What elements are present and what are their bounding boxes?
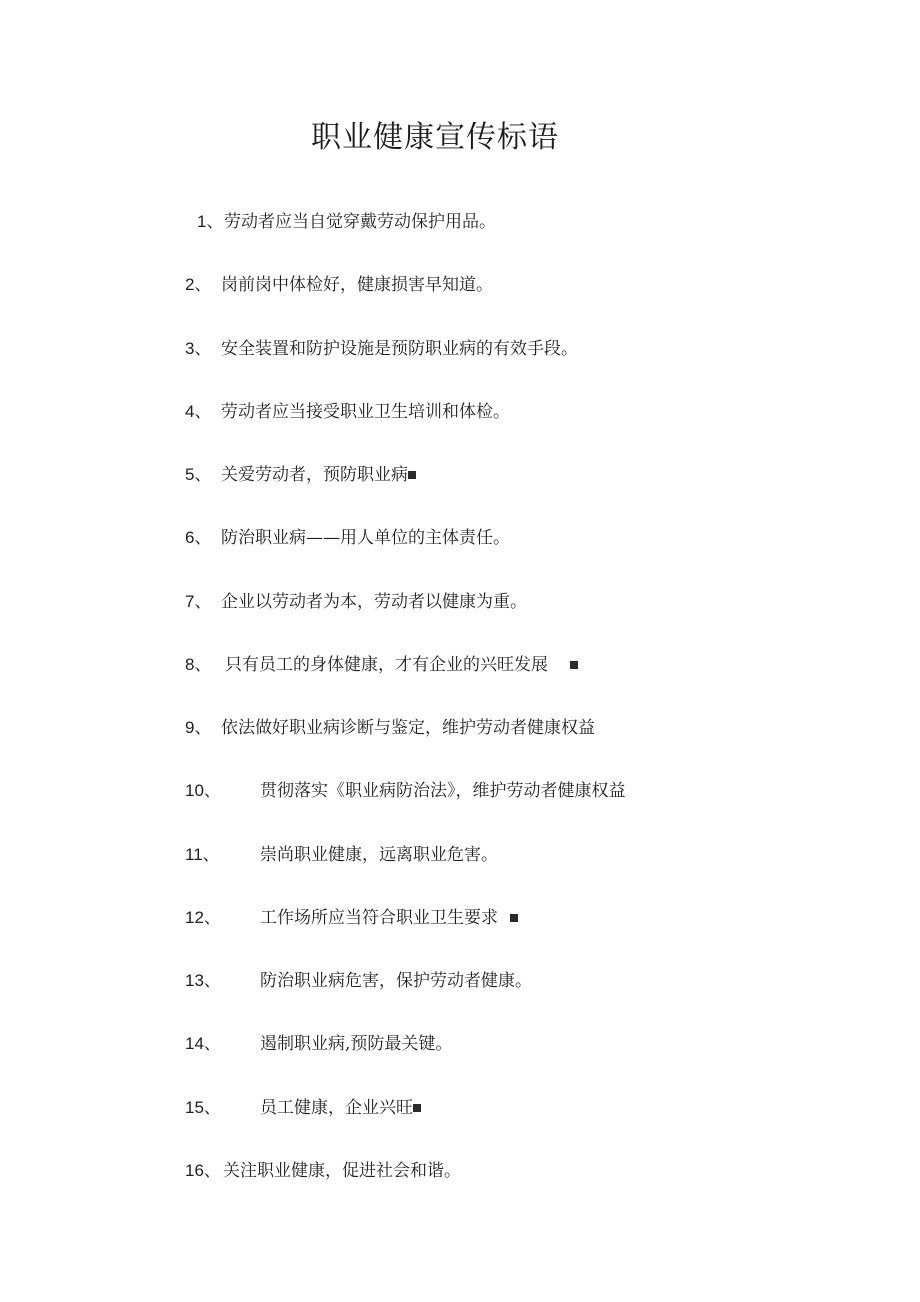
item-text-content: 工作场所应当符合职业卫生要求 [260, 908, 498, 928]
item-number: 6、 [185, 528, 212, 547]
item-text: 关注职业健康，促进社会和谐。 [223, 1161, 461, 1181]
square-bullet-icon [570, 661, 578, 669]
item-text: 崇尚职业健康，远离职业危害。 [260, 845, 498, 865]
item-number: 13、 [185, 971, 221, 990]
item-number: 12、 [185, 908, 221, 927]
item-number: 15、 [185, 1098, 221, 1117]
item-number: 10、 [185, 781, 221, 800]
item-number: 14、 [185, 1034, 221, 1053]
item-text: 防治职业病——用人单位的主体责任。 [221, 528, 510, 548]
item-text: 劳动者应当接受职业卫生培训和体检。 [221, 402, 510, 422]
item-text-content: 只有员工的身体健康，才有企业的兴旺发展 [225, 655, 548, 675]
page-title: 职业健康宣传标语 [311, 120, 559, 155]
item-text [225, 653, 578, 677]
item-text: 贯彻落实《职业病防治法》，维护劳动者健康权益 [260, 781, 626, 801]
item-text-content: 员工健康，企业兴旺 [260, 1098, 413, 1118]
item-number: 9、 [185, 718, 212, 737]
square-bullet-icon [408, 471, 416, 479]
item-number: 7、 [185, 592, 212, 611]
item-text-content: 关爱劳动者，预防职业病 [221, 465, 408, 485]
item-text [260, 1096, 421, 1120]
item-text: 安全装置和防护设施是预防职业病的有效手段。 [221, 339, 578, 359]
item-number: 11、 [185, 845, 220, 864]
item-text: 劳动者应当自觉穿戴劳动保护用品。 [224, 212, 496, 232]
item-number: 16、 [185, 1161, 221, 1180]
item-text: 防治职业病危害，保护劳动者健康。 [260, 971, 532, 991]
item-text: 遏制职业病,预防最关键。 [260, 1034, 453, 1054]
item-text: 企业以劳动者为本，劳动者以健康为重。 [221, 592, 527, 612]
item-text [260, 906, 518, 930]
item-number: 8、 [185, 655, 212, 674]
item-text [221, 463, 416, 487]
square-bullet-icon [413, 1104, 421, 1112]
square-bullet-icon [510, 914, 518, 922]
item-number: 4、 [185, 402, 212, 421]
item-number: 5、 [185, 465, 212, 484]
item-text: 依法做好职业病诊断与鉴定，维护劳动者健康权益 [221, 718, 595, 738]
item-number: 3、 [185, 339, 212, 358]
item-text: 岗前岗中体检好，健康损害早知道。 [221, 275, 493, 295]
item-number: 2、 [185, 275, 212, 294]
item-number: 1、 [197, 212, 224, 231]
